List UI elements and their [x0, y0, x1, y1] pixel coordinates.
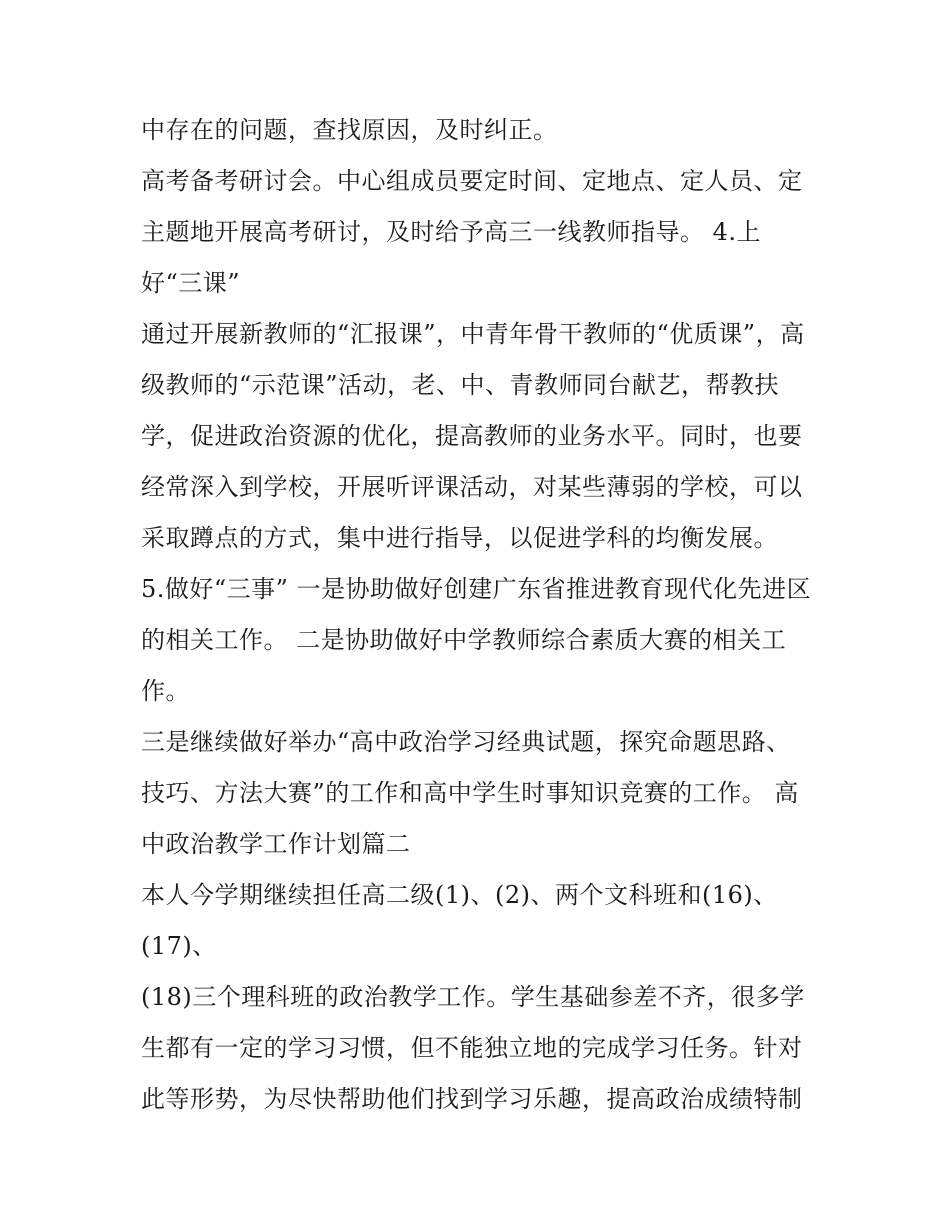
- text-line: 级教师的“示范课”活动，老、中、青教师同台献艺，帮教扶: [141, 371, 780, 399]
- text-line: 好“三课”: [141, 269, 241, 297]
- text-line: 经常深入到学校，开展听评课活动，对某些薄弱的学校，可以: [141, 473, 803, 501]
- text-line: 采取蹲点的方式，集中进行指导，以促进学科的均衡发展。: [141, 524, 778, 552]
- text-line: 本人今学期继续担任高二级(1)、(2)、两个文科班和(16)、: [141, 881, 778, 909]
- text-line: 三是继续做好举办“高中政治学习经典试题，探究命题思路、: [141, 728, 791, 756]
- section-heading: 中政治教学工作计划篇二: [141, 830, 411, 858]
- text-line: 中存在的问题，查找原因，及时纠正。: [141, 116, 558, 144]
- text-line: 此等形势，为尽快帮助他们找到学习乐趣，提高政治成绩特制: [141, 1085, 803, 1113]
- text-line: (18)三个理科班的政治教学工作。学生基础参差不齐，很多学: [141, 983, 805, 1011]
- text-line: 高考备考研讨会。中心组成员要定时间、定地点、定人员、定: [141, 167, 803, 195]
- text-line: 学，促进政治资源的优化，提高教师的业务水平。同时，也要: [141, 422, 803, 450]
- text-line: (17)、: [141, 932, 217, 960]
- text-line: 生都有一定的学习习惯，但不能独立地的完成学习任务。针对: [141, 1034, 803, 1062]
- text-line: 作。: [141, 677, 190, 705]
- text-line: 主题地开展高考研讨，及时给予高三一线教师指导。 4.上: [141, 218, 762, 246]
- text-line: 通过开展新教师的“汇报课”，中青年骨干教师的“优质课”，高: [141, 320, 805, 348]
- text-line: 5.做好“三事” 一是协助做好创建广东省推进教育现代化先进区: [141, 575, 812, 603]
- text-line: 的相关工作。 二是协助做好中学教师综合素质大赛的相关工: [141, 626, 787, 654]
- text-line: 技巧、方法大赛”的工作和高中学生时事知识竞赛的工作。 高: [141, 779, 799, 807]
